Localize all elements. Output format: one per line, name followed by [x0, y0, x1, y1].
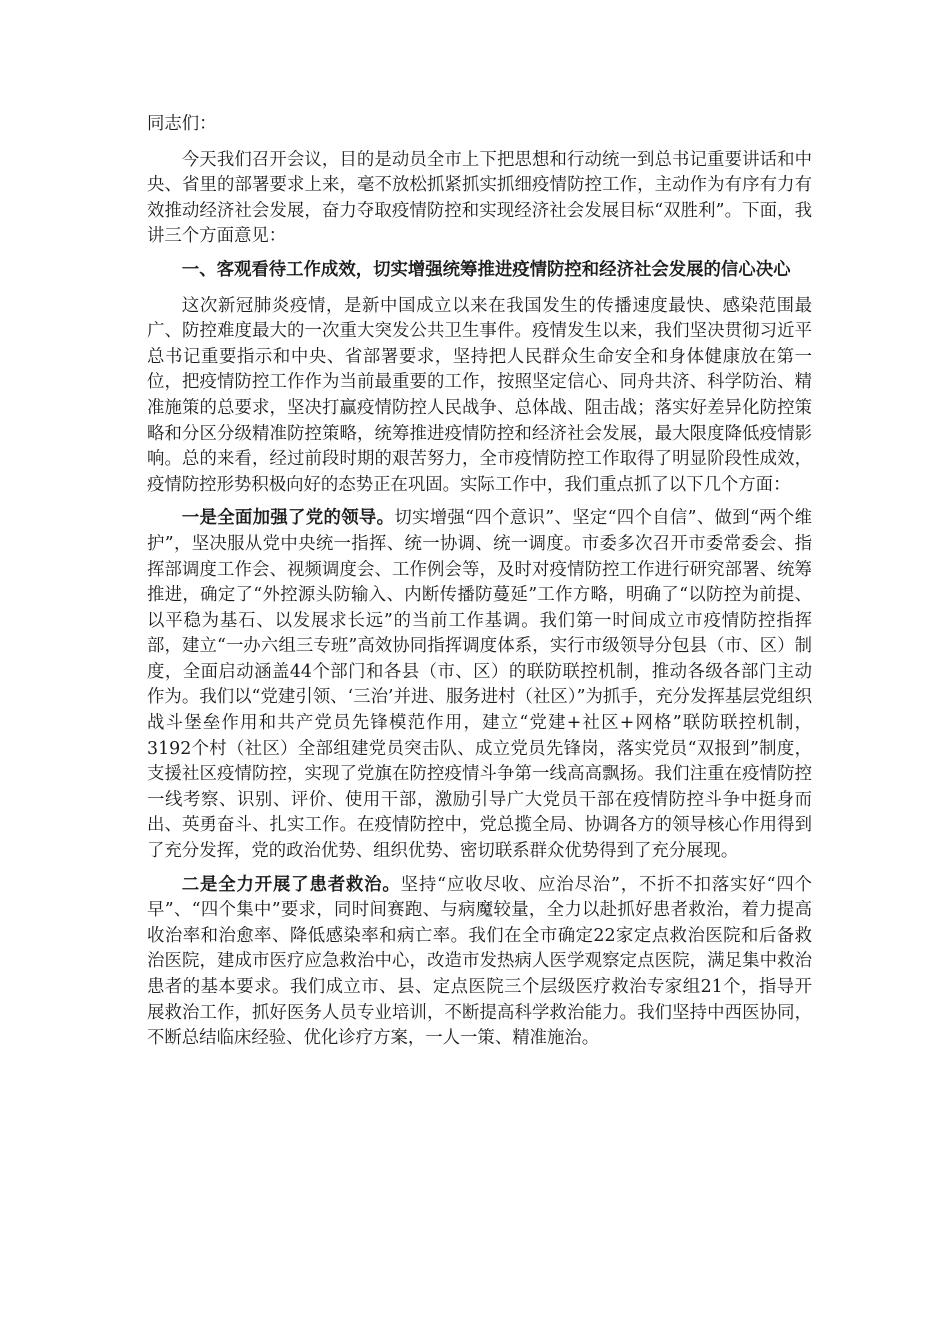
document-page	[147, 112, 812, 1060]
point-1-lead: 一是全面加强了党的领导。	[181, 508, 395, 529]
point-2-paragraph	[147, 873, 812, 1052]
section-heading-1: 一、客观看待工作成效，切实增强统筹推进疫情防控和经济社会发展的信心决心	[181, 259, 791, 280]
point-1-paragraph	[147, 506, 812, 864]
point-2-lead: 二是全力开展了患者救治。	[181, 874, 401, 895]
point-1-body: 切实增强“四个意识”、坚定“四个自信”、做到“两个维护”，坚决服从党中央统一指挥、统一协调、统一调度。市委多次召开市委常委会、指挥部调度工作会、视频调度会、工作例会等，及时对疫情防控工作进行研究部署、统筹推进，确定了“外控源头防输入、内断传播防蔓延”工作方略，明确了“以防控为前提、以平稳为基石、以发展求长远”的当前工作基调。我们第一时间成立市疫情防控指挥部，建立“一办六组三专班”高效协同指挥调度体系，实行市级领导分包县（市、区）制度，全面启动涵盖44个部门和各县（市、区）的联防联控机制，推动各级各部门主动作为。我们以“党建引领、‘三治’并进、服务进村（社区）”为抓手，充分发挥基层党组织战斗堡垒作用和共产党员先锋模范作用，建立“党建+社区+网格”联防联控机制，3192个村（社区）全部组建党员突击队、成立党员先锋岗，落实党员“双报到”制度，支援社区疫情防控，实现了党旗在防控疫情斗争第一线高高飘扬。我们注重在疫情防控一线考察、识别、评价、使用干部，激励引导广大党员干部在疫情防控斗争中挺身而出、英勇奋斗、扎实工作。在疫情防控中，党总揽全局、协调各方的领导核心作用得到了充分发挥，党的政治优势、组织优势、密切联系群众优势得到了充分展现。	[147, 508, 812, 862]
intro-paragraph: 今天我们召开会议，目的是动员全市上下把思想和行动统一到总书记重要讲话和中央、省里的部署要求上来，毫不放松抓紧抓实抓细疫情防控工作，主动作为有序有力有效推动经济社会发展，奋力夺取疫情防控和实现经济社会发展目标“双胜利”。下面，我讲三个方面意见：	[147, 149, 812, 247]
section-1-paragraph: 这次新冠肺炎疫情，是新中国成立以来在我国发生的传播速度最快、感染范围最广、防控难度最大的一次重大突发公共卫生事件。疫情发生以来，我们坚决贯彻习近平总书记重要指示和中央、省部署要求，坚持把人民群众生命安全和身体健康放在第一位，把疫情防控工作作为当前最重要的工作，按照坚定信心、同舟共济、科学防治、精准施策的总要求，坚决打赢疫情防控人民战争、总体战、阻击战；落实好差异化防控策略和分区分级精准防控策略，统筹推进疫情防控和经济社会发展，最大限度降低疫情影响。总的来看，经过前段时期的艰苦努力，全市疫情防控工作取得了明显阶段性成效，疫情防控形势积极向好的态势正在巩固。实际工作中，我们重点抓了以下几个方面：	[147, 295, 812, 495]
salutation: 同志们：	[147, 114, 217, 134]
point-2-body: 坚持“应收尽收、应治尽治”，不折不扣落实好“四个早”、“四个集中”要求，同时间赛跑、与病魔较量，全力以赴抓好患者救治，着力提高收治率和治愈率、降低感染率和病亡率。我们在全市确定22家定点救治医院和后备救治医院，建成市医疗应急救治中心，改造市发热病人医学观察定点医院，满足集中救治患者的基本要求。我们成立市、县、定点医院三个层级医疗救治专家组21个，指导开展救治工作，抓好医务人员专业培训，不断提高科学救治能力。我们坚持中西医协同，不断总结临床经验、优化诊疗方案，一人一策、精准施治。	[147, 874, 812, 1049]
